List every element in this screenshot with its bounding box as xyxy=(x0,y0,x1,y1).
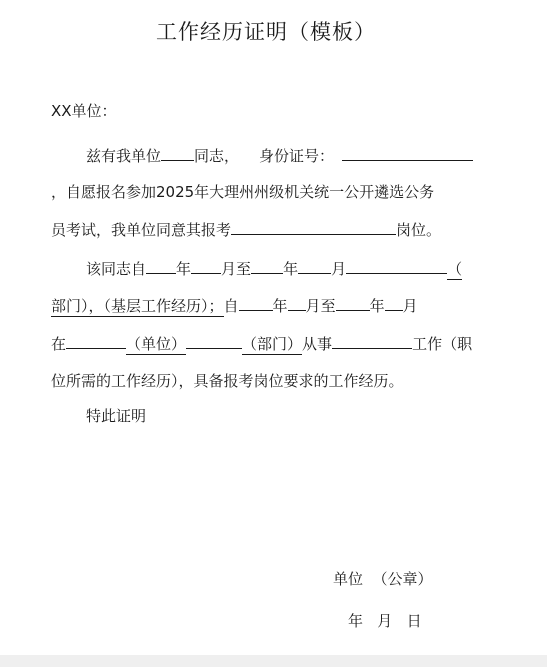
para2-line3 xyxy=(51,333,472,354)
addressee: XX单位： xyxy=(51,102,117,120)
blank-month-2 xyxy=(298,258,331,274)
text-engaged: 从事 xyxy=(302,335,333,353)
text-dept-grassroots: 部门），（基层工作经历）； xyxy=(51,297,224,315)
text-month-4: 月 xyxy=(402,297,418,315)
text-paren-open: （ xyxy=(447,260,463,278)
text-to-2: 至 xyxy=(320,297,336,315)
para1-line1 xyxy=(86,145,473,166)
text-at: 在 xyxy=(51,335,67,353)
text-post: 岗位。 xyxy=(396,221,442,239)
text-year-3: 年 xyxy=(272,297,288,315)
blank-year-4 xyxy=(336,295,370,311)
blank-id-number xyxy=(342,145,473,161)
text-year-2: 年 xyxy=(283,260,299,278)
text-month-2: 月 xyxy=(331,260,347,278)
para2-line1 xyxy=(86,258,462,279)
para1-line2: ，自愿报名参加2025年大理州州级机关统一公开遴选公务 xyxy=(51,183,435,201)
text-month-3: 月 xyxy=(305,297,321,315)
text-work: 工作（职 xyxy=(412,335,473,353)
signature-unit-text: 单位 （公章） xyxy=(333,570,433,588)
blank-month-3 xyxy=(288,295,306,311)
document-title: 工作经历证明（模板） xyxy=(156,20,376,44)
text-year-1: 年 xyxy=(176,260,192,278)
signature-date-text: 年 月 日 xyxy=(348,612,422,630)
text-from: 自 xyxy=(223,297,239,315)
blank-year-3 xyxy=(239,295,273,311)
text-unit: （单位） xyxy=(126,335,187,353)
viewer-bottom-strip xyxy=(0,655,547,667)
text-year-4: 年 xyxy=(369,297,385,315)
blank-position xyxy=(231,219,396,235)
text-since: 该同志自 xyxy=(86,260,147,278)
signature-unit xyxy=(333,569,433,589)
text-unit-intro: 兹有我单位 xyxy=(86,147,162,165)
text-to-1: 至 xyxy=(236,260,252,278)
para1-line3 xyxy=(51,219,441,240)
blank-unit-b xyxy=(186,333,242,349)
blank-dept-1 xyxy=(346,258,447,274)
text-apply: 员考试，我单位同意其报考 xyxy=(51,221,232,239)
signature-date xyxy=(348,611,422,631)
blank-unit-a xyxy=(66,333,126,349)
text-comrade: 同志， xyxy=(194,147,240,165)
blank-year-1 xyxy=(146,258,176,274)
blank-year-2 xyxy=(251,258,283,274)
para2-line2 xyxy=(51,295,418,316)
blank-month-4 xyxy=(385,295,403,311)
blank-month-1 xyxy=(191,258,221,274)
para2-line4: 位所需的工作经历），具备报考岗位要求的工作经历。 xyxy=(51,372,404,390)
text-id-number: 身份证号： xyxy=(259,147,335,165)
closing-text: 特此证明 xyxy=(86,407,147,425)
text-dept-2: （部门） xyxy=(242,335,303,353)
blank-work xyxy=(332,333,412,349)
text-month-1: 月 xyxy=(221,260,237,278)
blank-name xyxy=(161,145,194,161)
